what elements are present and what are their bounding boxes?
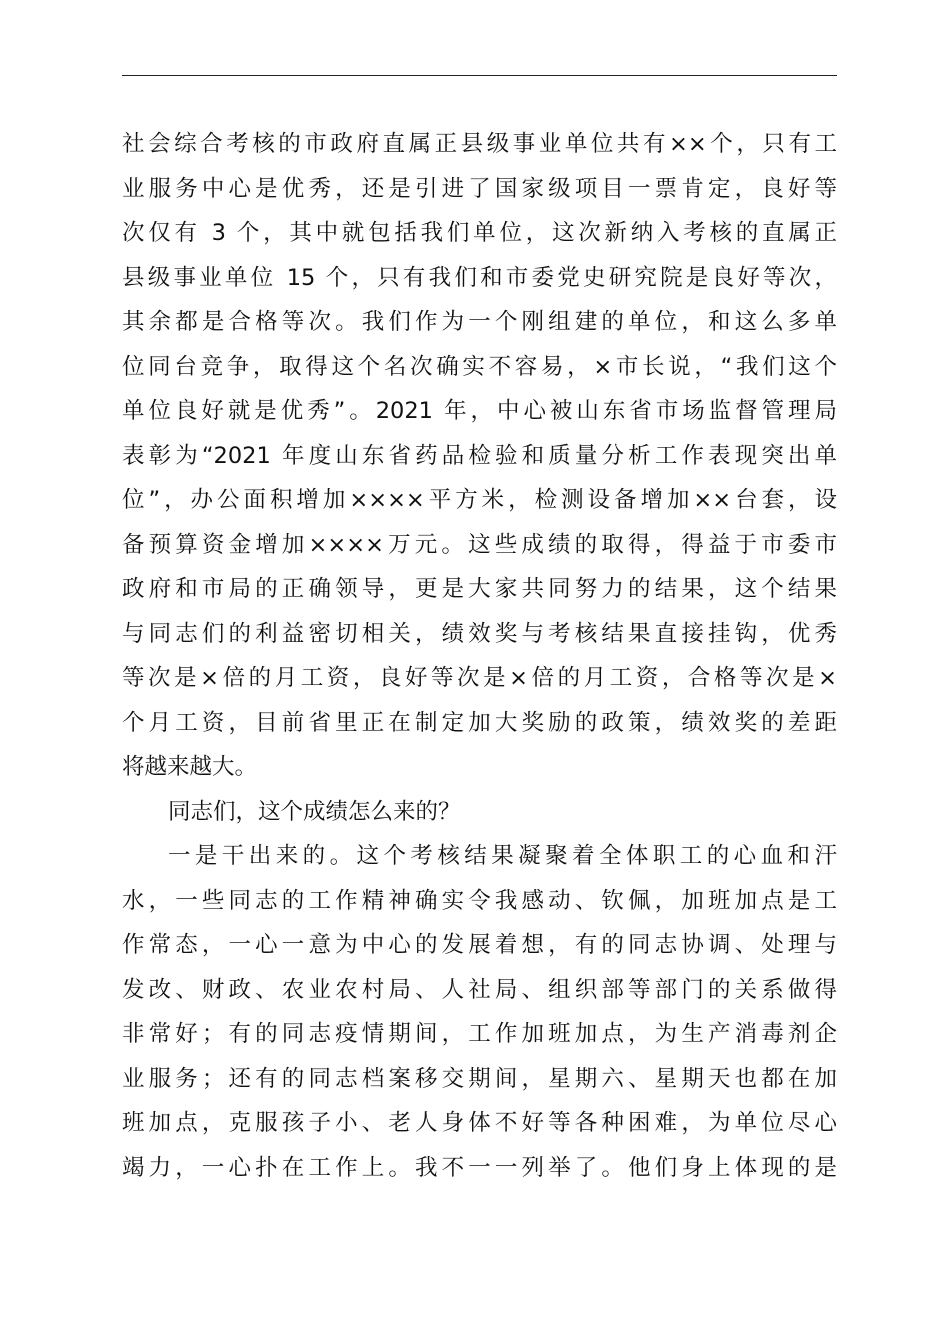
header-rule <box>122 75 837 76</box>
text-line: 个月工资，目前省里正在制定加大奖励的政策，绩效奖的差距 <box>122 709 837 736</box>
paragraph <box>122 834 837 1190</box>
body-text <box>122 122 837 1190</box>
text-line: 位”，办公面积增加××××平方米，检测设备增加××台套，设 <box>122 487 837 513</box>
text-line: 次仅有 3 个，其中就包括我们单位，这次新纳入考核的直属正 <box>122 220 837 246</box>
text-line: 与同志们的利益密切相关，绩效奖与考核结果直接挂钩，优秀 <box>122 620 837 647</box>
text-line: 班加点，克服孩子小、老人身体不好等各种困难，为单位尽心 <box>122 1110 837 1136</box>
text-line: 备预算资金增加××××万元。这些成绩的取得，得益于市委市 <box>122 531 837 558</box>
text-line: 其余都是合格等次。我们作为一个刚组建的单位，和这么多单 <box>122 309 837 335</box>
text-line: 将越来越大。 <box>122 754 258 780</box>
text-line: 位同台竞争，取得这个名次确实不容易，×市长说，“我们这个 <box>122 353 837 380</box>
text-line: 竭力，一心扑在工作上。我不一一列举了。他们身上体现的是 <box>122 1154 837 1181</box>
text-line: 发改、财政、农业农村局、人社局、组织部等部门的关系做得 <box>122 976 837 1003</box>
text-line: 县级事业单位 15 个，只有我们和市委党史研究院是良好等次， <box>122 264 837 291</box>
paragraph <box>122 790 837 835</box>
text-line: 水，一些同志的工作精神确实令我感动、钦佩，加班加点是工 <box>122 887 837 914</box>
text-line: 社会综合考核的市政府直属正县级事业单位共有××个，只有工 <box>122 131 837 157</box>
text-line: 作常态，一心一意为中心的发展着想，有的同志协调、处理与 <box>122 932 837 958</box>
text-line: 同志们，这个成绩怎么来的？ <box>168 798 461 825</box>
text-line: 等次是×倍的月工资，良好等次是×倍的月工资，合格等次是× <box>122 665 837 691</box>
text-line: 表彰为“2021 年度山东省药品检验和质量分析工作表现突出单 <box>122 442 837 469</box>
paragraph <box>122 122 837 790</box>
text-line: 政府和市局的正确领导，更是大家共同努力的结果，这个结果 <box>122 576 837 602</box>
text-line: 单位良好就是优秀”。2021 年，中心被山东省市场监督管理局 <box>122 398 837 424</box>
text-line: 业服务中心是优秀，还是引进了国家级项目一票肯定，良好等 <box>122 175 837 202</box>
text-line: 非常好；有的同志疫情期间，工作加班加点，为生产消毒剂企 <box>122 1021 837 1047</box>
text-line: 一是干出来的。这个考核结果凝聚着全体职工的心血和汗 <box>168 843 837 869</box>
text-line: 业服务；还有的同志档案移交期间，星期六、星期天也都在加 <box>122 1065 837 1092</box>
